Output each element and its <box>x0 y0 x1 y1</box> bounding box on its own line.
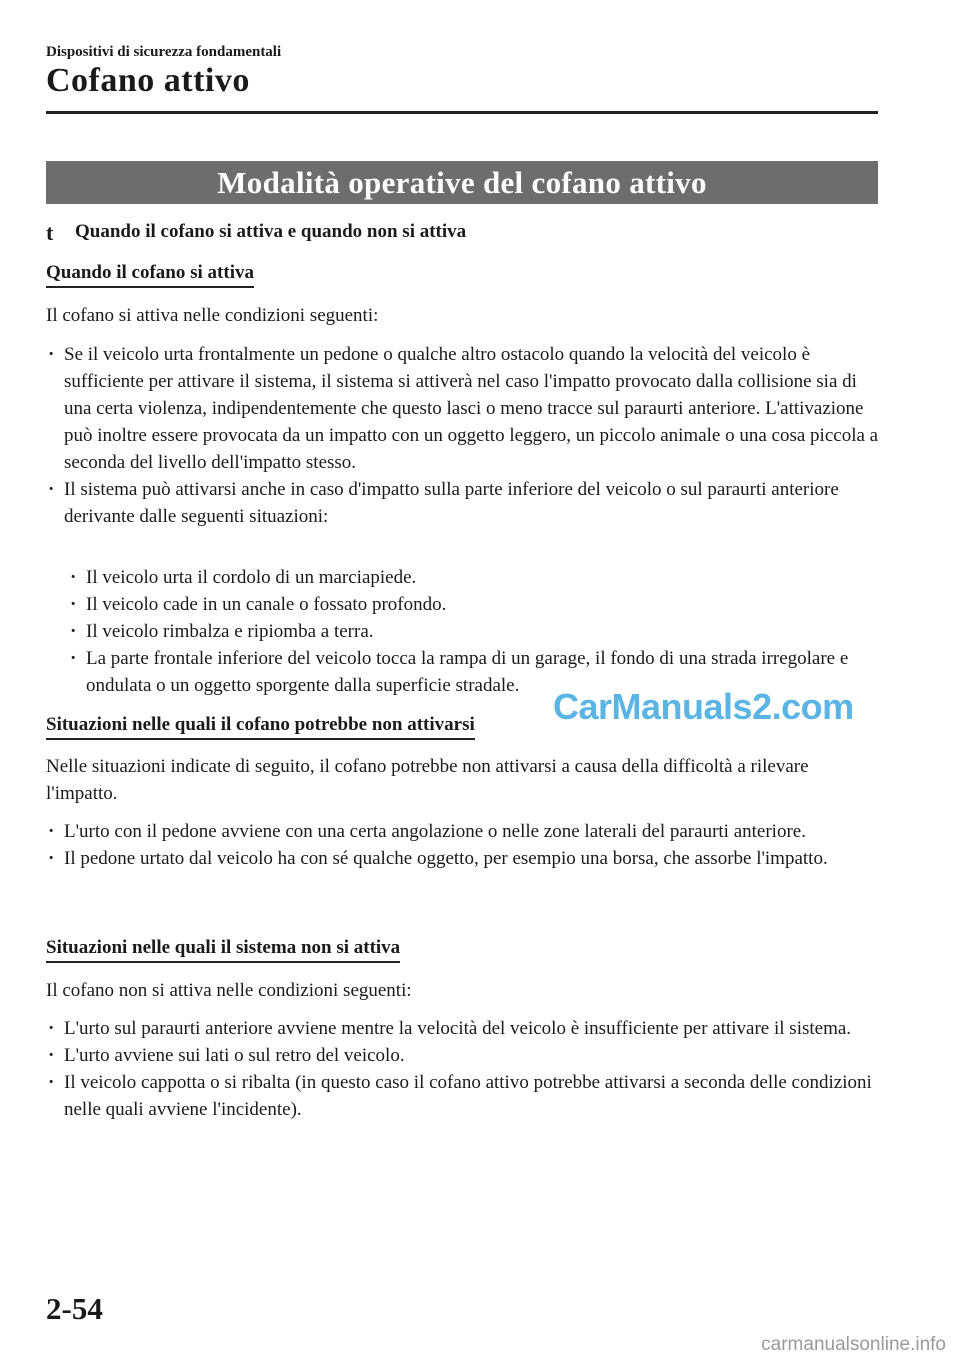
subsection-heading: Quando il cofano si attiva e quando non si attiva <box>75 221 467 242</box>
heading-marker: t <box>46 220 54 245</box>
not-activate-list <box>46 1015 881 1123</box>
list-item: · Il veicolo rimbalza e ripiomba a terra. <box>68 618 881 645</box>
list-item: · Il pedone urtato dal veicolo ha con sé qualche oggetto, per esempio una borsa, che assorbe l'impatto. <box>46 845 881 872</box>
list-item: · Il sistema può attivarsi anche in caso d'impatto sulla parte inferiore del veicolo o sul paraurti anteriore derivante dalle seguenti situazioni: <box>46 476 881 530</box>
not-activate-intro: Il cofano non si attiva nelle condizioni seguenti: <box>46 980 412 1001</box>
subheading-activates: Quando il cofano si attiva <box>46 262 254 288</box>
title-rule <box>46 111 878 114</box>
list-item: · Se il veicolo urta frontalmente un pedone o qualche altro ostacolo quando la velocità del veicolo è sufficiente per attivare il sistema, il sistema si attiverà nel caso l'impatto provocato dalla collisione sia di una certa violenza, indipendentemente che questo lasci o meno tracce sul paraurti anteriore. L'attivazione può inoltre essere provocata da un impatto con un oggetto leggero, un piccolo animale o una cosa piccola a seconda del livello dell'impatto stesso. <box>46 341 881 476</box>
may-not-activate-list <box>46 818 881 872</box>
page-number: 2-54 <box>46 1291 103 1326</box>
activates-intro: Il cofano si attiva nelle condizioni seguenti: <box>46 305 379 326</box>
list-item: · Il veicolo cappotta o si ribalta (in questo caso il cofano attivo potrebbe attivarsi a seconda delle condizioni nelle quali avviene l'incidente). <box>46 1069 881 1123</box>
list-item: · L'urto avviene sui lati o sul retro del veicolo. <box>46 1042 881 1069</box>
may-not-activate-intro: Nelle situazioni indicate di seguito, il cofano potrebbe non attivarsi a causa della difficoltà a rilevare l'impatto. <box>46 756 809 804</box>
page-title: Cofano attivo <box>46 62 250 99</box>
section-label: Dispositivi di sicurezza fondamentali <box>46 44 282 60</box>
list-item: · Il veicolo cade in un canale o fossato profondo. <box>68 591 881 618</box>
list-item: · La parte frontale inferiore del veicolo tocca la rampa di un garage, il fondo di una strada irregolare e ondulata o un oggetto sporgente dalla superficie stradale. <box>68 645 881 699</box>
list-item: · Il veicolo urta il cordolo di un marciapiede. <box>68 564 881 591</box>
subheading-not-activate: Situazioni nelle quali il sistema non si attiva <box>46 937 400 963</box>
section-banner: Modalità operative del cofano attivo <box>46 161 878 204</box>
list-item: · L'urto con il pedone avviene con una certa angolazione o nelle zone laterali del paraurti anteriore. <box>46 818 881 845</box>
footer-site-link[interactable]: carmanualsonline.info <box>761 1334 946 1355</box>
subheading-may-not-activate: Situazioni nelle quali il cofano potrebbe non attivarsi <box>46 714 475 740</box>
list-item: · L'urto sul paraurti anteriore avviene mentre la velocità del veicolo è insufficiente per attivare il sistema. <box>46 1015 881 1042</box>
activates-list <box>46 341 881 530</box>
watermark-logo: CarManuals2.com <box>553 686 854 727</box>
activates-sublist <box>68 564 881 699</box>
